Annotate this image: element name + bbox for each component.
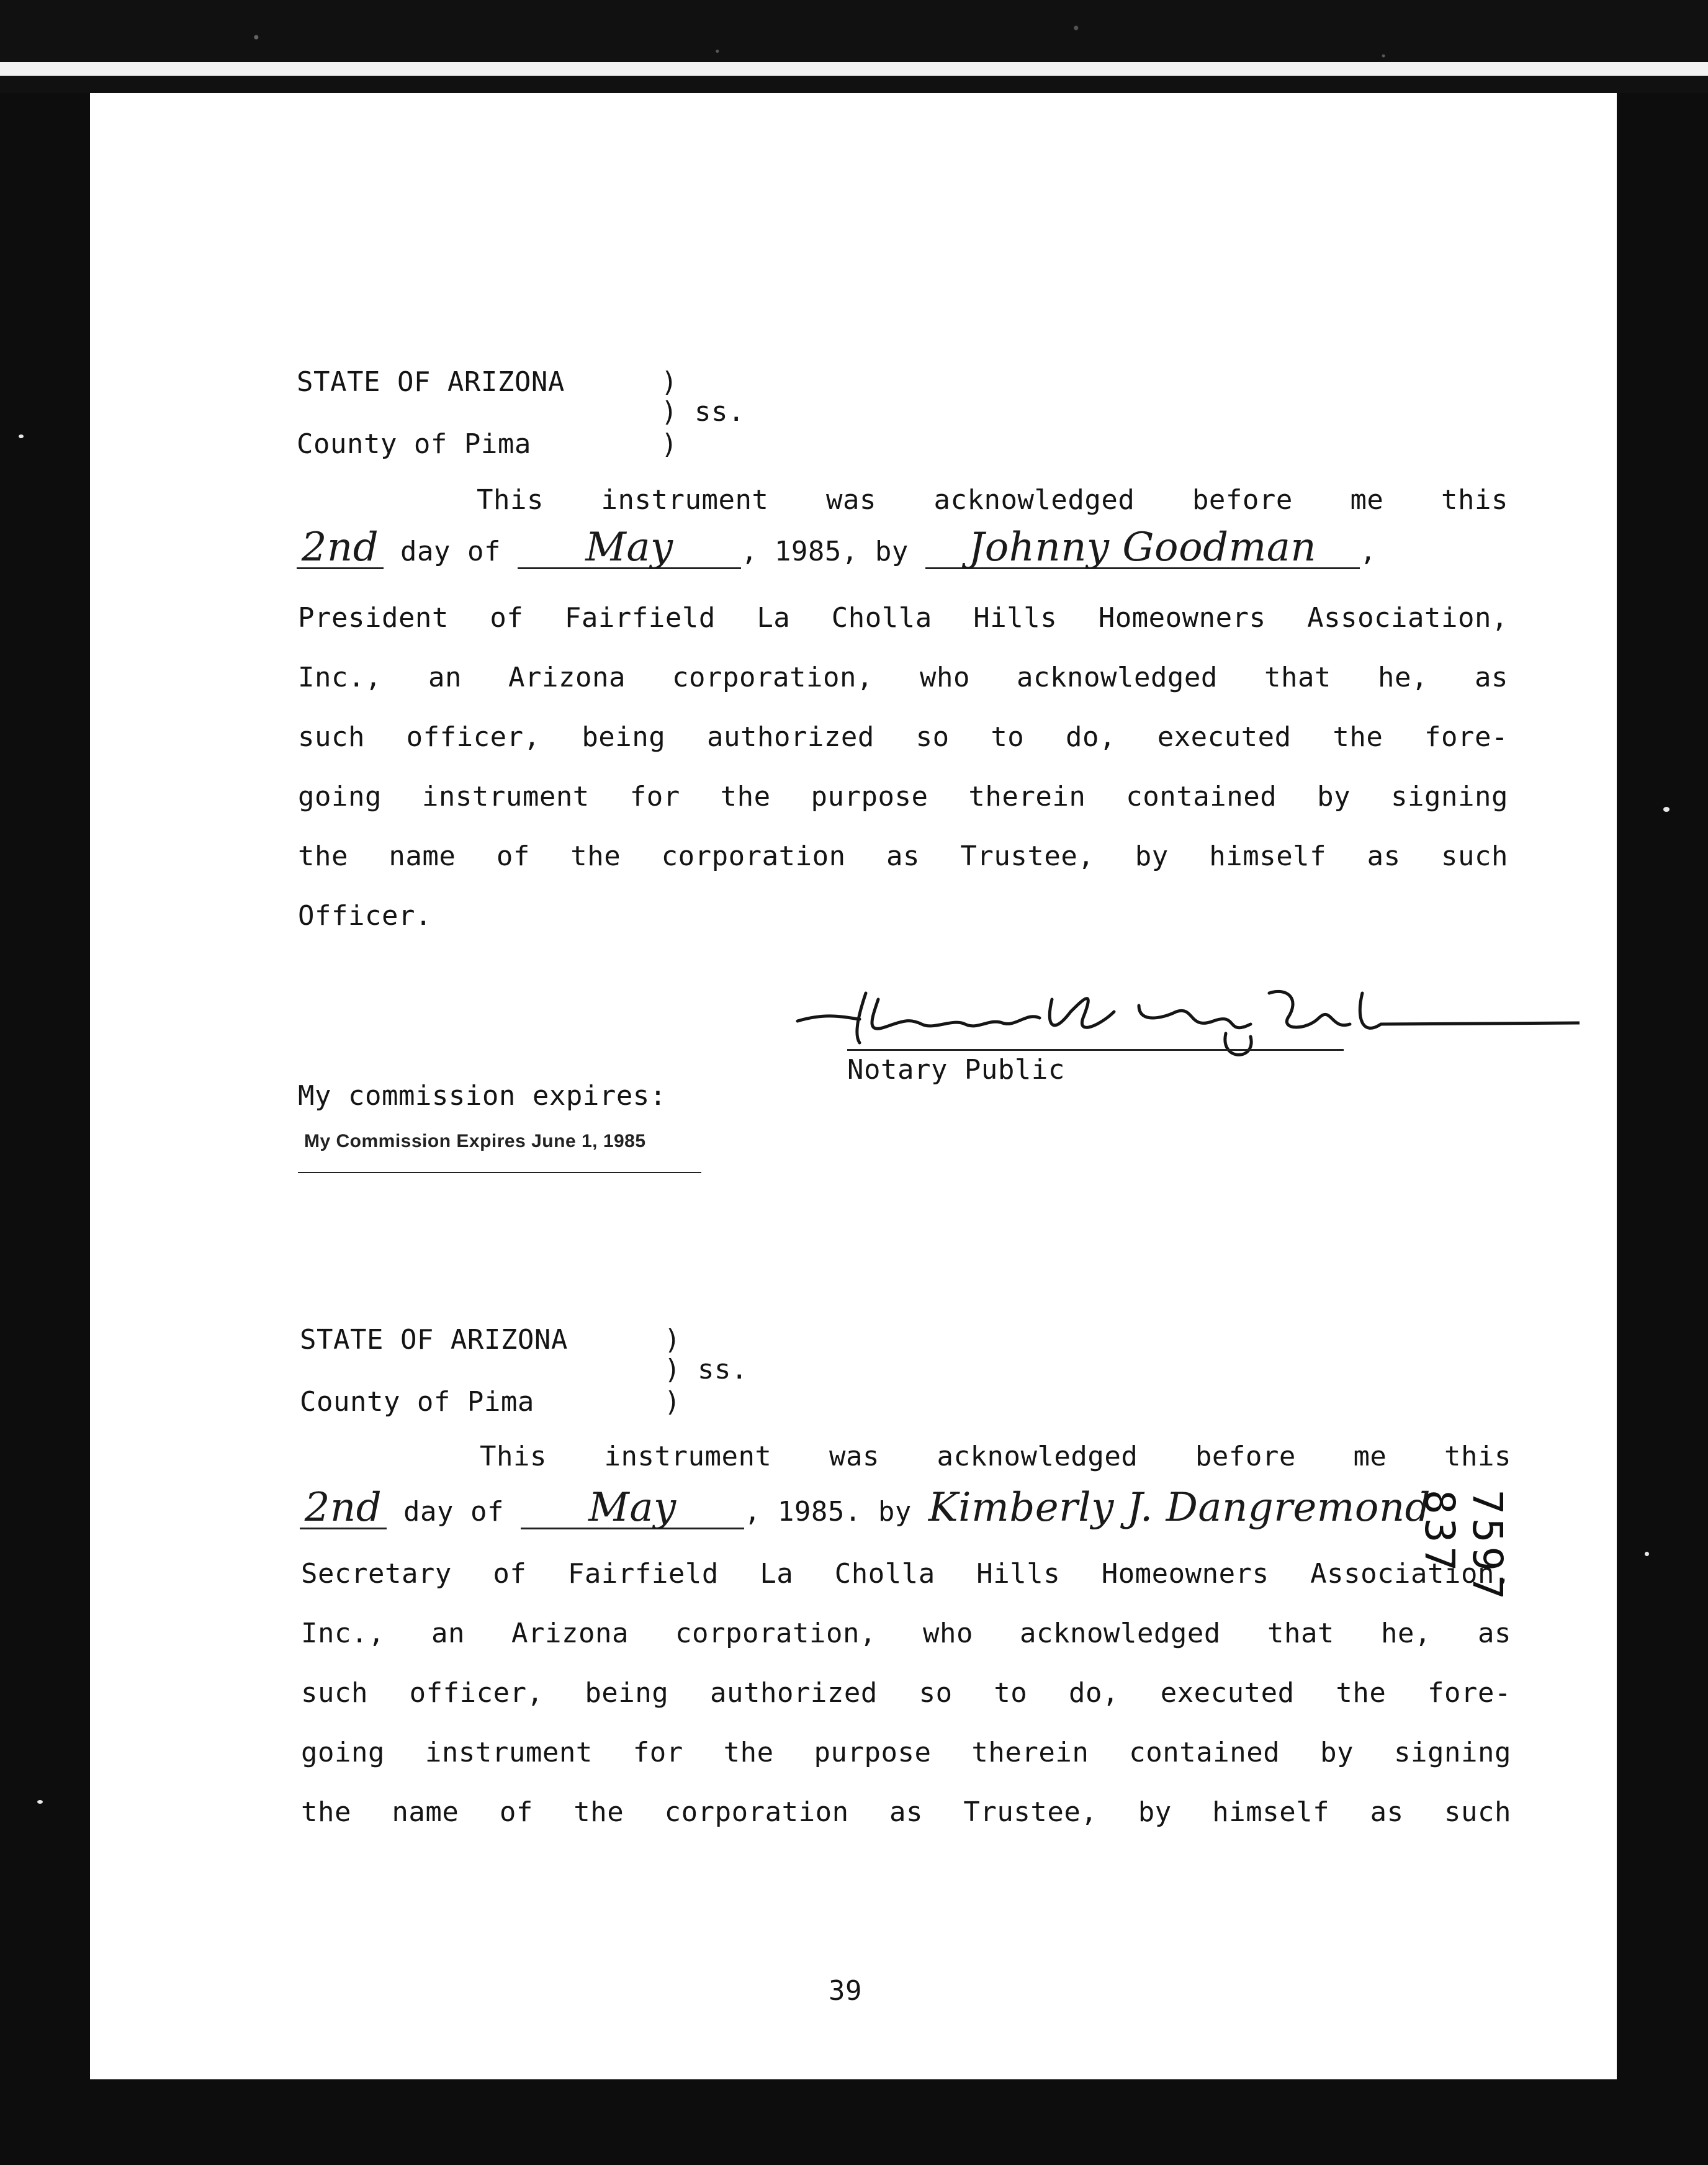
commission-label: My commission expires: bbox=[298, 1080, 667, 1112]
word: was bbox=[829, 1441, 879, 1472]
notary-public-label: Notary Public bbox=[847, 1054, 1065, 1086]
handwritten-name-2: Kimberly J. Dangremond bbox=[928, 1485, 1431, 1531]
intro-line-2 bbox=[480, 1441, 1511, 1472]
state-label-1: STATE OF ARIZONA bbox=[297, 366, 565, 398]
word: acknowledged bbox=[933, 484, 1135, 516]
signature-line bbox=[847, 1049, 1344, 1051]
scan-speck bbox=[1645, 1552, 1649, 1556]
body-line: going instrument for the purpose therein contained by signing bbox=[298, 781, 1508, 812]
paren-bottom-2: ) bbox=[664, 1386, 681, 1418]
paren-top-2: ) bbox=[664, 1324, 681, 1356]
paren-ss-2: ) ss. bbox=[664, 1354, 748, 1385]
handwritten-name-1: Johnny Goodman bbox=[925, 528, 1360, 569]
date-line-2 bbox=[300, 1485, 1431, 1531]
year-text-1: , 1985, by bbox=[740, 536, 909, 567]
body-line: President of Fairfield La Cholla Hills Homeowners Association, bbox=[298, 602, 1508, 634]
scan-speck bbox=[37, 1800, 43, 1804]
paren-top-1: ) bbox=[661, 366, 678, 398]
scan-border-top bbox=[0, 0, 1708, 93]
word: This bbox=[480, 1441, 547, 1472]
document-page bbox=[90, 93, 1617, 2079]
word: instrument bbox=[604, 1441, 772, 1472]
word: was bbox=[825, 484, 876, 516]
word: This bbox=[477, 484, 544, 516]
commission-line bbox=[298, 1172, 701, 1173]
body-line: Inc., an Arizona corporation, who acknowledged that he, as bbox=[301, 1618, 1511, 1649]
body-line: Secretary of Fairfield La Cholla Hills Homeowners Association, bbox=[301, 1558, 1511, 1590]
body-line: the name of the corporation as Trustee, by himself as such bbox=[301, 1796, 1511, 1828]
notary-signature bbox=[791, 974, 1580, 1061]
handwritten-day-2: 2nd bbox=[300, 1488, 387, 1529]
commission-stamp: My Commission Expires June 1, 1985 bbox=[304, 1131, 646, 1151]
word: me bbox=[1350, 484, 1384, 516]
page-number: 39 bbox=[829, 1975, 862, 2007]
scan-speck bbox=[1663, 807, 1670, 812]
word: before bbox=[1192, 484, 1293, 516]
word: acknowledged bbox=[937, 1441, 1138, 1472]
county-label-1: County of Pima bbox=[297, 428, 531, 460]
body-line: such officer, being authorized so to do, executed the fore- bbox=[298, 721, 1508, 753]
body-line: Inc., an Arizona corporation, who acknowledged that he, as bbox=[298, 662, 1508, 693]
handwritten-month-2: May bbox=[521, 1488, 744, 1529]
body-line: such officer, being authorized so to do, executed the fore- bbox=[301, 1677, 1511, 1709]
day-of-text: day of bbox=[400, 536, 501, 567]
county-label-2: County of Pima bbox=[300, 1386, 534, 1418]
state-label-2: STATE OF ARIZONA bbox=[300, 1324, 568, 1356]
body-line: the name of the corporation as Trustee, by himself as such bbox=[298, 840, 1508, 872]
handwritten-day-1: 2nd bbox=[297, 528, 384, 569]
scan-strip bbox=[0, 62, 1708, 76]
word: before bbox=[1195, 1441, 1296, 1472]
intro-line-1 bbox=[477, 484, 1508, 516]
date-line-1: 2nd day of May , 1985, by Johnny Goodman , bbox=[297, 528, 1377, 569]
scan-speck bbox=[19, 434, 24, 438]
word: instrument bbox=[601, 484, 769, 516]
word: this bbox=[1441, 484, 1508, 516]
body-line: Officer. bbox=[298, 900, 432, 932]
recording-number: 7597 837 bbox=[1416, 1490, 1511, 1603]
body-line: going instrument for the purpose therein contained by signing bbox=[301, 1737, 1511, 1768]
word: this bbox=[1444, 1441, 1511, 1472]
day-of-text: day of bbox=[403, 1496, 504, 1528]
handwritten-month-1: May bbox=[518, 528, 741, 569]
paren-bottom-1: ) bbox=[661, 428, 678, 460]
word: me bbox=[1353, 1441, 1387, 1472]
year-text-2: , 1985. by bbox=[744, 1496, 912, 1528]
paren-ss-1: ) ss. bbox=[661, 396, 745, 428]
